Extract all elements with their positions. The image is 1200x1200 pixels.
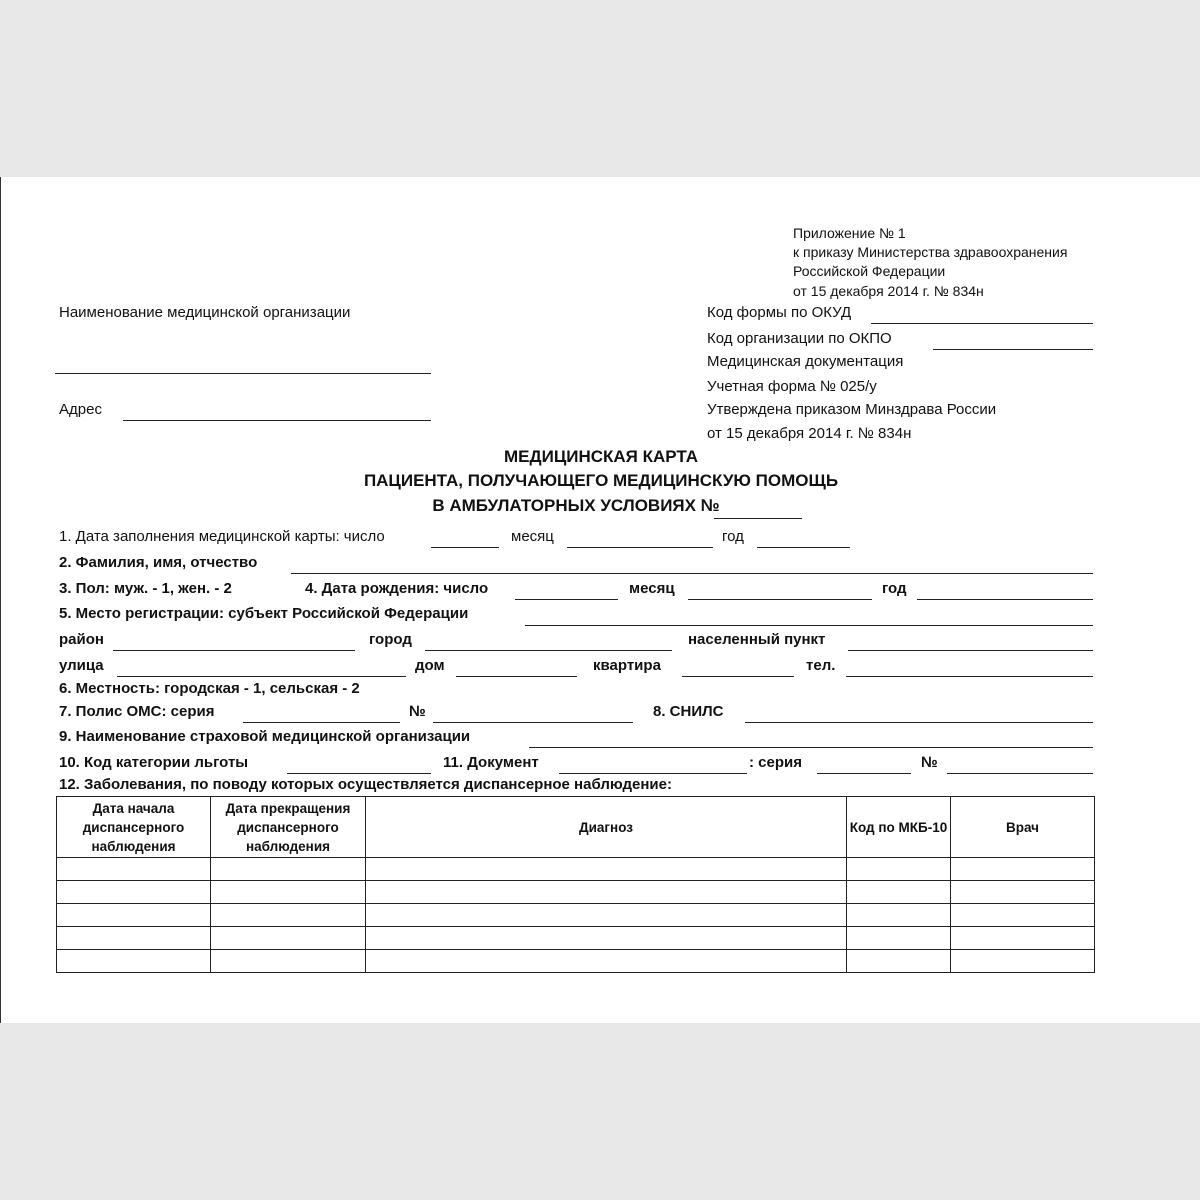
street-field[interactable] — [117, 676, 406, 677]
settlement-label: населенный пункт — [688, 631, 826, 648]
form-number-label: Учетная форма № 025/у — [707, 378, 877, 395]
table-cell[interactable] — [211, 904, 366, 927]
field-4-year-label: год — [882, 580, 907, 597]
title-line-3: В АМБУЛАТОРНЫХ УСЛОВИЯХ № — [432, 496, 720, 515]
form-page — [0, 177, 1200, 1023]
birth-year-field[interactable] — [917, 599, 1093, 600]
table-cell[interactable] — [211, 881, 366, 904]
field-7-label: 7. Полис ОМС: серия — [59, 703, 215, 720]
table-cell[interactable] — [211, 927, 366, 950]
house-label: дом — [415, 657, 445, 674]
field-1-month-label: месяц — [511, 528, 554, 545]
city-label: город — [369, 631, 412, 648]
snils-field[interactable] — [745, 722, 1093, 723]
dispensary-table — [56, 796, 1095, 973]
table-cell[interactable] — [951, 881, 1095, 904]
fill-date-day-field[interactable] — [431, 547, 499, 548]
column-header-icd10: Код по МКБ-10 — [847, 797, 951, 858]
birth-day-field[interactable] — [515, 599, 618, 600]
table-cell[interactable] — [847, 950, 951, 973]
field-11-number-label: № — [921, 754, 938, 771]
table-cell[interactable] — [366, 950, 847, 973]
table-row — [57, 927, 1095, 950]
table-cell[interactable] — [57, 927, 211, 950]
house-field[interactable] — [456, 676, 577, 677]
table-cell[interactable] — [211, 858, 366, 881]
benefit-code-field[interactable] — [287, 773, 431, 774]
policy-number-field[interactable] — [433, 722, 633, 723]
field-2-label: 2. Фамилия, имя, отчество — [59, 554, 258, 571]
field-4-month-label: месяц — [629, 580, 675, 597]
okpo-field[interactable] — [933, 349, 1093, 350]
fill-date-month-field[interactable] — [567, 547, 713, 548]
phone-label: тел. — [806, 657, 836, 674]
okud-label: Код формы по ОКУД — [707, 304, 852, 321]
field-11-series-label: : серия — [749, 754, 802, 771]
field-1-label: 1. Дата заполнения медицинской карты: число — [59, 528, 385, 545]
table-row — [57, 904, 1095, 927]
field-11-label: 11. Документ — [443, 754, 539, 771]
table-cell[interactable] — [847, 904, 951, 927]
column-header-doctor: Врач — [951, 797, 1095, 858]
fill-date-year-field[interactable] — [757, 547, 850, 548]
table-cell[interactable] — [366, 881, 847, 904]
district-label: район — [59, 631, 104, 648]
table-cell[interactable] — [951, 904, 1095, 927]
document-number-field[interactable] — [947, 773, 1093, 774]
approved-date-label: от 15 декабря 2014 г. № 834н — [707, 425, 912, 442]
appendix-line-2: к приказу Министерства здравоохранения — [793, 244, 1068, 260]
okpo-label: Код организации по ОКПО — [707, 330, 892, 347]
apartment-label: квартира — [593, 657, 661, 674]
column-header-start-date: Дата начала диспансерного наблюдения — [57, 797, 211, 858]
document-field[interactable] — [559, 773, 747, 774]
field-8-label: 8. СНИЛС — [653, 703, 724, 720]
phone-field[interactable] — [846, 676, 1093, 677]
table-cell[interactable] — [211, 950, 366, 973]
field-6-label: 6. Местность: городская - 1, сельская - 2 — [59, 680, 360, 697]
birth-month-field[interactable] — [688, 599, 872, 600]
table-cell[interactable] — [951, 927, 1095, 950]
table-cell[interactable] — [366, 904, 847, 927]
approved-label: Утверждена приказом Минздрава России — [707, 401, 997, 418]
appendix-line-1: Приложение № 1 — [793, 225, 906, 241]
address-label: Адрес — [59, 401, 102, 418]
appendix-line-4: от 15 декабря 2014 г. № 834н — [793, 283, 984, 299]
region-field[interactable] — [525, 625, 1093, 626]
field-12-label: 12. Заболевания, по поводу которых осуществляется диспансерное наблюдение: — [59, 776, 672, 793]
title-line-2: ПАЦИЕНТА, ПОЛУЧАЮЩЕГО МЕДИЦИНСКУЮ ПОМОЩЬ — [363, 471, 839, 490]
table-header-row — [57, 797, 1095, 858]
column-header-diagnosis: Диагноз — [366, 797, 847, 858]
document-series-field[interactable] — [817, 773, 911, 774]
district-field[interactable] — [113, 650, 355, 651]
table-cell[interactable] — [366, 858, 847, 881]
field-1-year-label: год — [722, 528, 744, 545]
table-cell[interactable] — [57, 881, 211, 904]
table-cell[interactable] — [847, 881, 951, 904]
appendix-line-3: Российской Федерации — [793, 263, 946, 279]
field-5-label: 5. Место регистрации: субъект Российской Федерации — [59, 605, 469, 622]
table-row — [57, 881, 1095, 904]
table-cell[interactable] — [951, 950, 1095, 973]
table-row — [57, 950, 1095, 973]
org-name-field[interactable] — [55, 373, 431, 374]
column-header-end-date: Дата прекращения диспансерного наблюдения — [211, 797, 366, 858]
field-10-label: 10. Код категории льготы — [59, 754, 249, 771]
field-4-label: 4. Дата рождения: число — [305, 580, 489, 597]
title-line-1: МЕДИЦИНСКАЯ КАРТА — [504, 447, 698, 466]
apartment-field[interactable] — [682, 676, 794, 677]
med-docs-label: Медицинская документация — [707, 353, 904, 370]
org-name-label: Наименование медицинской организации — [59, 304, 351, 321]
address-field[interactable] — [123, 420, 431, 421]
table-cell[interactable] — [847, 927, 951, 950]
okud-field[interactable] — [871, 323, 1093, 324]
field-9-label: 9. Наименование страховой медицинской организации — [59, 728, 471, 745]
card-number-field[interactable] — [714, 518, 802, 519]
table-cell[interactable] — [847, 858, 951, 881]
field-7-number-label: № — [409, 703, 426, 720]
field-3-label: 3. Пол: муж. - 1, жен. - 2 — [59, 580, 232, 597]
street-label: улица — [59, 657, 104, 674]
policy-series-field[interactable] — [243, 722, 400, 723]
settlement-field[interactable] — [848, 650, 1093, 651]
table-cell[interactable] — [366, 927, 847, 950]
table-row — [57, 858, 1095, 881]
table-cell[interactable] — [57, 904, 211, 927]
full-name-field[interactable] — [291, 573, 1093, 574]
insurance-org-field[interactable] — [529, 747, 1093, 748]
table-cell[interactable] — [57, 950, 211, 973]
city-field[interactable] — [425, 650, 672, 651]
table-cell[interactable] — [951, 858, 1095, 881]
table-cell[interactable] — [57, 858, 211, 881]
